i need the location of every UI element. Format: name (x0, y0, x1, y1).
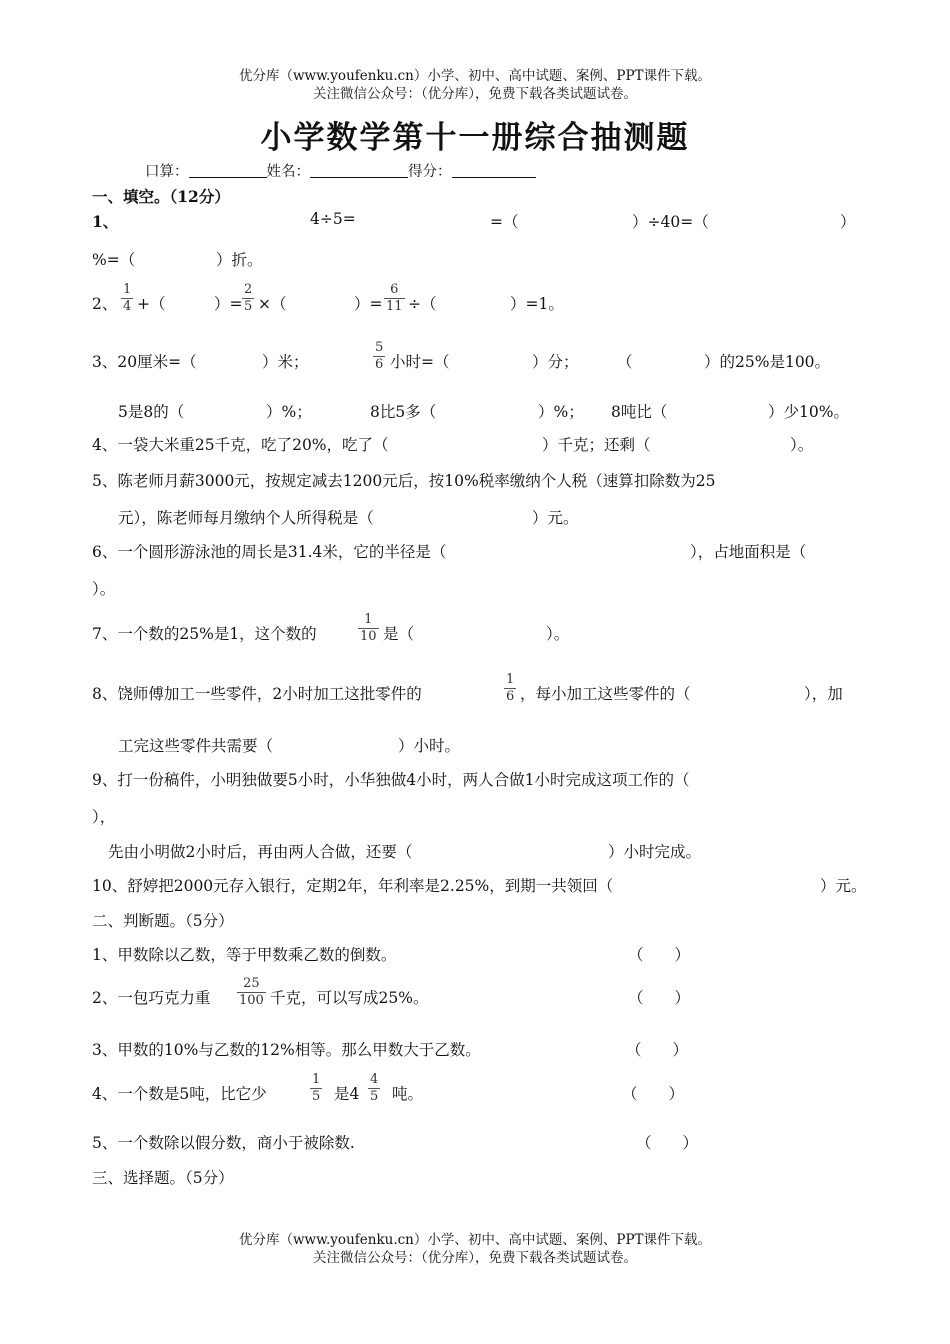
q4-line (92, 433, 814, 455)
q3b-part-e: 8吨比（ (611, 403, 668, 421)
q2-f2-num: 2 (244, 282, 253, 297)
q3-part-c: 小时=（ (390, 353, 450, 371)
q6-part-a: 6、一个圆形游泳池的周长是31.4米，它的半径是（ (92, 543, 447, 561)
q3b-part-c: 8比5多（ (370, 403, 437, 421)
q3-part-b: ）米； (262, 353, 309, 371)
q3b-part-f: ）少10%。 (768, 403, 849, 421)
judge-4-part-b: 是4 (334, 1085, 360, 1103)
q2-f3-den: 11 (386, 299, 403, 314)
q1-part-b: =（ (490, 213, 519, 231)
q5-part-b: 元），陈老师每月缴纳个人所得税是（ (118, 509, 374, 527)
judge-2-fraction (237, 976, 266, 1009)
q8-f-num: 1 (506, 672, 515, 687)
judge-4-f1-num: 1 (312, 1072, 321, 1087)
header-line-2: 关注微信公众号：（优分库），免费下载各类试题试卷。 (313, 86, 637, 102)
judge-1-line (92, 943, 691, 965)
judge-2-part-a: 2、一包巧克力重 (92, 989, 211, 1007)
q3-part-d: ）分； (532, 353, 579, 371)
q1-part-d: ） (840, 213, 856, 231)
q7-f-den: 10 (360, 629, 377, 644)
q3-f-num: 5 (375, 340, 384, 355)
q9-line: 9、打一份稿件，小明独做要5小时，小华独做4小时，两人合做1小时完成这项工作的（ (92, 771, 690, 789)
q2-f1-num: 1 (123, 282, 132, 297)
q8-part-b: ，每小加工这些零件的（ (520, 685, 691, 703)
score-blank[interactable] (452, 162, 536, 178)
q8-line-2 (118, 734, 461, 756)
judge-1-text: 1、甲数除以乙数，等于甲数乘乙数的倒数。 (92, 946, 397, 964)
q2-part-g: ）=1。 (510, 295, 564, 313)
q4-part-a: 4、一袋大米重25千克，吃了20%，吃了（ (92, 436, 389, 454)
q6-part-b: ），占地面积是（ (690, 543, 807, 561)
q2-part-e: ）= (354, 295, 383, 313)
q3-part-a: 3、20厘米=（ (92, 353, 197, 371)
judge-2-answer[interactable]: （ ） (628, 989, 691, 1007)
q9-line-3 (108, 840, 702, 862)
q2-part-b: +（ (137, 295, 166, 313)
judge-4-f2-den: 5 (370, 1089, 379, 1104)
q7-f-num: 1 (364, 612, 373, 627)
q2-f3-num: 6 (390, 282, 399, 297)
q1-line-2 (92, 248, 263, 270)
q3-fraction (373, 340, 385, 373)
q8-f-den: 6 (506, 689, 515, 704)
judge-5-text: 5、一个数除以假分数，商小于被除数. (92, 1134, 355, 1152)
q1-part-f: ）折。 (216, 251, 263, 269)
q10-line (92, 874, 867, 896)
q2-fraction-2 (242, 282, 254, 315)
q1-part-e: %=（ (92, 251, 136, 269)
q10-part-b: ）元。 (820, 877, 867, 895)
q1-number: 1、 (92, 212, 119, 231)
page-title: 小学数学第十一册综合抽测题 (260, 120, 690, 156)
q10-part-a: 10、舒婷把2000元存入银行，定期2年，年利率是2.25%，到期一共领回（ (92, 877, 614, 895)
q2-f1-den: 4 (123, 299, 132, 314)
judge-4-answer[interactable]: （ ） (622, 1085, 685, 1103)
judge-4-fraction-2 (368, 1072, 380, 1105)
q6-line (92, 540, 807, 562)
q2-part-d: ×（ (258, 295, 287, 313)
judge-2-part-b: 千克，可以写成25%。 (270, 989, 429, 1007)
q1-line (92, 210, 856, 232)
q9-part-c: 先由小明做2小时后，再由两人合做，还要（ (108, 843, 413, 861)
q6-line-2: ）。 (92, 580, 116, 598)
judge-1-answer[interactable]: （ ） (628, 946, 691, 964)
judge-4-part-c: 吨。 (392, 1085, 424, 1103)
judge-4-f1-den: 5 (312, 1089, 321, 1104)
q5-line: 5、陈老师月薪3000元，按规定减去1200元后，按10%税率缴纳个人税（速算扣除数为25 (92, 472, 716, 490)
header-line-1: 优分库（www.youfenku.cn）小学、初中、高中试题、案例、PPT课件下载。 (238, 68, 712, 84)
q7-part-b: 是（ (383, 625, 415, 643)
q5-part-c: ）元。 (532, 509, 579, 527)
section-1-heading: 一、填空。（12分） (92, 187, 230, 206)
judge-4-fraction-1 (310, 1072, 322, 1105)
q3-line-2 (118, 400, 849, 422)
name-blank[interactable] (310, 162, 408, 178)
judge-4-f2-num: 4 (370, 1072, 379, 1087)
judge-2-f-den: 100 (239, 993, 264, 1008)
q2-part-c: ）= (214, 295, 243, 313)
q8-fraction (504, 672, 516, 705)
q3b-part-a: 5是8的（ (118, 403, 185, 421)
q1-part-c: ）÷40=（ (632, 213, 709, 231)
q8-part-e: ）小时。 (398, 737, 461, 755)
judge-4-part-a: 4、一个数是5吨，比它少 (92, 1085, 267, 1103)
q2-fraction-1 (121, 282, 133, 315)
score-label: 得分： (408, 164, 452, 180)
q2-number: 2、 (92, 295, 118, 313)
name-label: 姓名： (266, 164, 310, 180)
q9-line-2: ）， (92, 808, 116, 826)
q3b-part-b: ）%； (266, 403, 312, 421)
info-line (145, 160, 536, 181)
judge-3-line (92, 1038, 689, 1060)
q4-part-b: ）千克；还剩（ (542, 436, 651, 454)
judge-3-text: 3、甲数的10%与乙数的12%相等。那么甲数大于乙数。 (92, 1041, 481, 1059)
footer-line-2: 关注微信公众号：（优分库），免费下载各类试题试卷。 (313, 1250, 637, 1266)
judge-5-answer[interactable]: （ ） (636, 1134, 699, 1152)
q3-part-e: （ (617, 353, 633, 371)
q3b-part-d: ）%； (538, 403, 584, 421)
q8-part-c: ），加 (804, 685, 843, 703)
footer-line-1: 优分库（www.youfenku.cn）小学、初中、高中试题、案例、PPT课件下载。 (238, 1232, 712, 1248)
q5-line-2 (118, 506, 579, 528)
judge-5-line (92, 1131, 699, 1153)
q7-fraction (358, 612, 379, 645)
q8-part-a: 8、饶师傅加工一些零件，2小时加工这批零件的 (92, 685, 422, 703)
judge-2-f-num: 25 (243, 976, 260, 991)
judge-3-answer[interactable]: （ ） (626, 1041, 689, 1059)
kousuan-label: 口算： (145, 164, 189, 180)
kousuan-blank[interactable] (189, 162, 267, 178)
q7-part-c: ）。 (546, 625, 570, 643)
q3-f-den: 6 (375, 357, 384, 372)
q8-part-d: 工完这些零件共需要（ (118, 737, 274, 755)
q9-part-d: ）小时完成。 (608, 843, 702, 861)
q7-part-a: 7、一个数的25%是1，这个数的 (92, 625, 317, 643)
section-2-heading: 二、判断题。（5分） (92, 912, 234, 930)
q4-part-c: ）。 (790, 436, 814, 454)
q2-part-f: ÷（ (408, 295, 437, 313)
section-3-heading: 三、选择题。（5分） (92, 1169, 234, 1187)
q2-f2-den: 5 (244, 299, 253, 314)
q3-part-f: ）的25%是100。 (704, 353, 831, 371)
q2-fraction-3 (384, 282, 405, 315)
q1-part-a: 4÷5= (310, 210, 356, 228)
